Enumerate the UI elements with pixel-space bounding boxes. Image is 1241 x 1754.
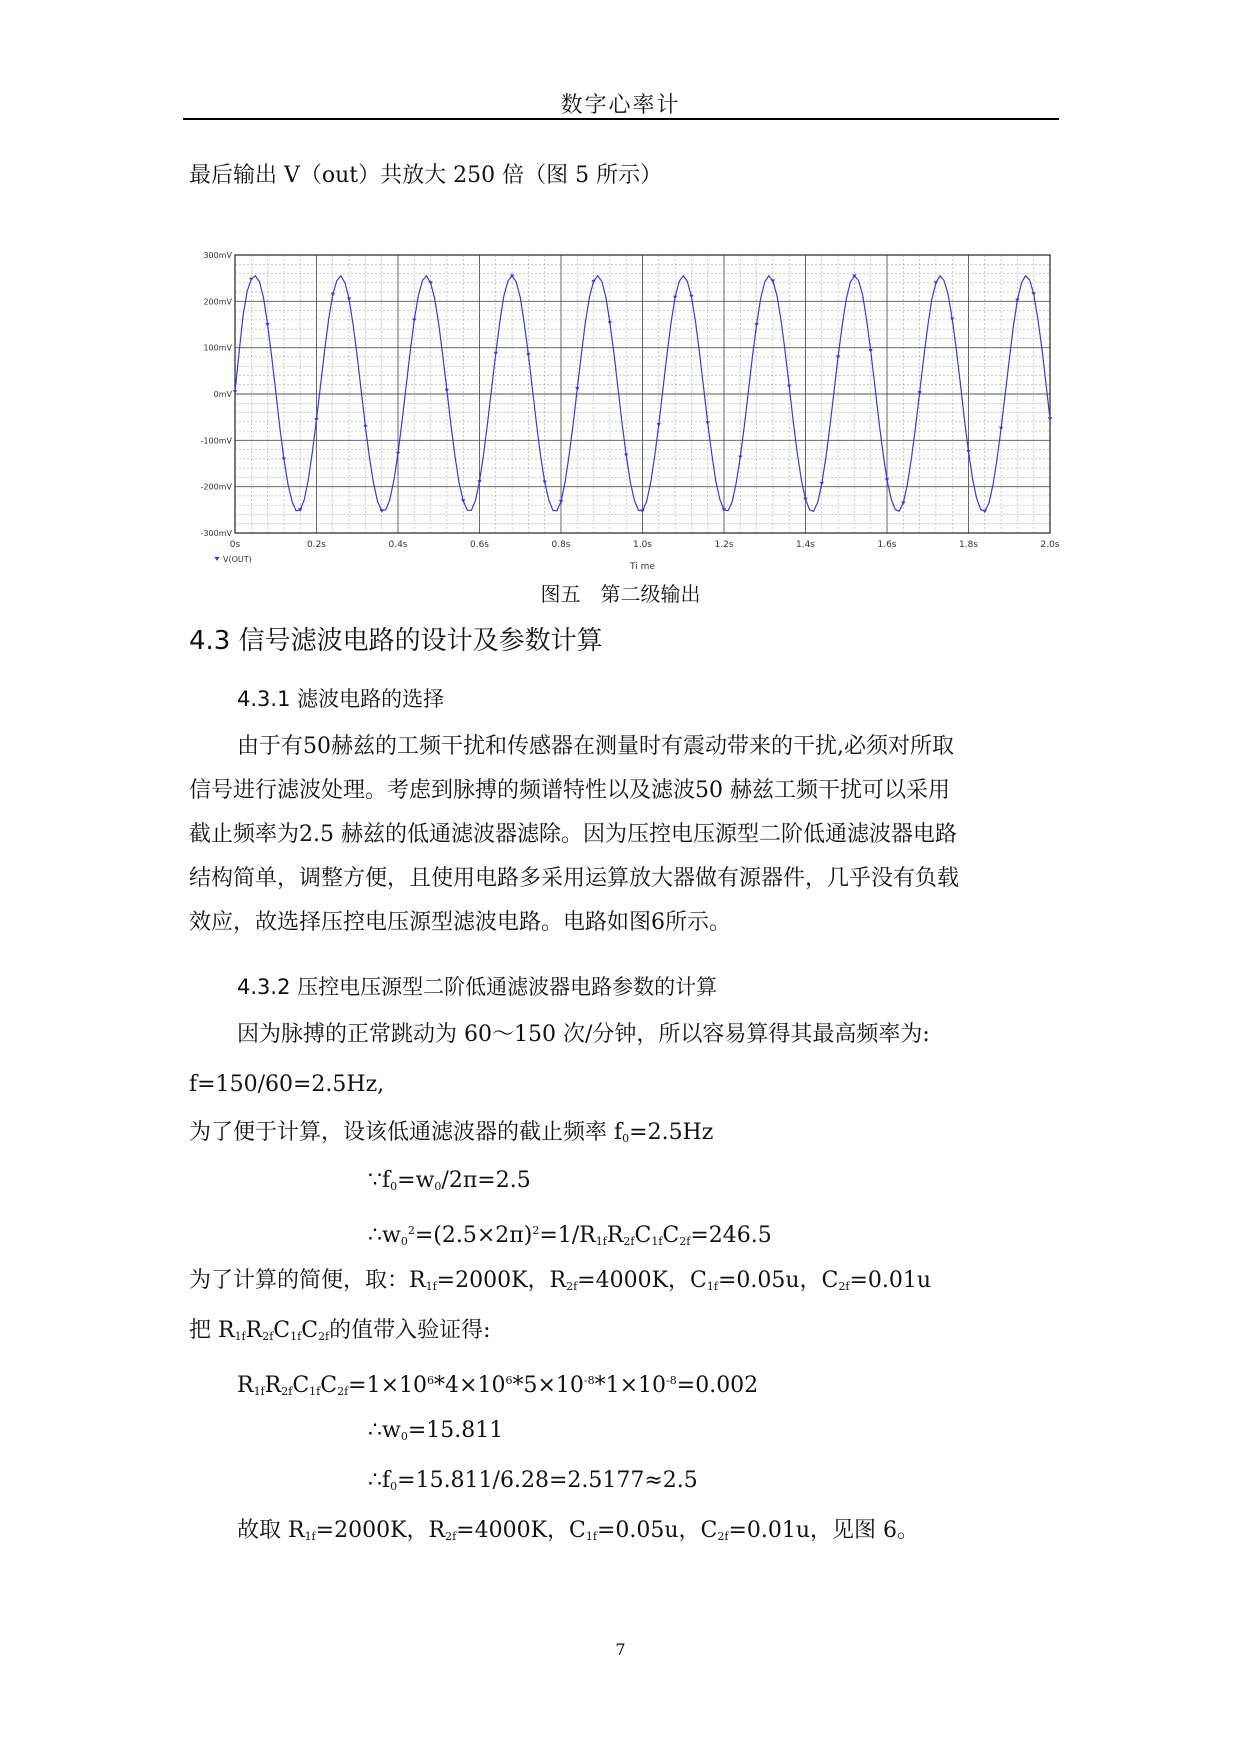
series-marker (771, 279, 775, 283)
running-header: 数字心率计 (560, 93, 681, 118)
equation-5: $\therefore f_0=15.811/6.28=2.5177\approx 2.5$ (368, 1468, 698, 1493)
y-tick-label: -300mV (200, 529, 232, 538)
y-tick-label: 200mV (203, 297, 232, 307)
para1-line2: 信号进行滤波处理。考虑到脉搏的频谱特性以及滤波50 赫兹工频干扰可以采用 (189, 778, 950, 803)
para2-line6: 故取 $R_{1f}=2000K$，$R_{2f}=4000K$，$C_{1f}=0.05u$，$C_{2f}=0.01u$，见图 6。 (237, 1518, 920, 1543)
x-tick-label: 1.8s (958, 540, 979, 550)
x-tick-label: 1.6s (877, 540, 897, 550)
y-tick-label: -200mV (200, 482, 232, 492)
y-tick-label: 100mV (203, 343, 232, 353)
series-marker (445, 389, 449, 393)
x-tick-label: 1.0s (632, 540, 653, 550)
series-marker (983, 510, 987, 514)
series-marker (543, 481, 547, 485)
chart-legend (215, 555, 252, 564)
x-tick-label: 0.2s (306, 540, 327, 550)
series-marker (966, 450, 970, 454)
x-tick-label: 0s (229, 540, 241, 550)
subsection-heading-1: 4.3.1 滤波电路的选择 (237, 687, 445, 711)
series-marker (526, 353, 530, 357)
x-tick-label: 0.4s (388, 540, 408, 550)
series-marker (331, 293, 335, 297)
series-marker (657, 423, 661, 427)
series-marker (934, 281, 938, 285)
para1-line1: 由于有50赫兹的工频干扰和传感器在测量时有震动带来的干扰,必须对所取 (237, 734, 954, 759)
page-number: 7 (615, 1640, 626, 1659)
series-marker (820, 482, 824, 486)
series-marker (673, 296, 677, 300)
series-marker (803, 498, 807, 502)
equation-3: $R_{1f}R_{2f}C_{1f}C_{2f}=1\times 10^6*4\times 10^6*5\times 10^{-8}*1\times 10^{-8}=0.002$ (237, 1373, 759, 1398)
series-marker (559, 500, 563, 504)
series-marker (950, 317, 954, 321)
series-marker (477, 480, 481, 484)
series-marker (754, 323, 758, 327)
intro-line: 最后输出 V（out）共放大 250 倍（图 5 所示） (189, 163, 663, 188)
series-marker (869, 349, 873, 353)
para1-line5: 效应，故选择压控电压源型滤波电路。电路如图6所示。 (189, 910, 731, 935)
legend-marker (215, 557, 220, 561)
series-marker (249, 278, 253, 282)
section-heading: 4.3 信号滤波电路的设计及参数计算 (189, 626, 603, 656)
x-tick-label: 1.4s (795, 540, 816, 550)
series-marker (347, 298, 351, 302)
y-tick-label: 0mV (213, 390, 232, 399)
para2-line5: 把 $R_{1f}R_{2f}C_{1f}C_{2f}$的值带入验证得: (189, 1318, 491, 1343)
x-tick-label: 1.2s (714, 540, 734, 550)
series-marker (836, 355, 840, 359)
series-marker (233, 390, 237, 394)
para2-line2: f=150/60=2.5Hz, (189, 1072, 385, 1097)
equation-1: $\because f_0=w_0/2\pi=2.5$ (368, 1168, 531, 1193)
series-marker (265, 323, 269, 327)
series-marker (624, 454, 628, 458)
series-marker (885, 478, 889, 482)
equation-4: $\therefore w_0=15.811$ (368, 1418, 504, 1443)
para2-line3: 为了便于计算，设该低通滤波器的截止频率 $f_0=2.5Hz$ (189, 1120, 714, 1145)
figure-caption: 图五 第二级输出 (540, 582, 701, 606)
para1-line3: 截止频率为2.5 赫兹的低通滤波器滤除。因为压控电压源型二阶低通滤波器电路 (189, 822, 957, 847)
series-marker (282, 457, 286, 461)
para2-line1: 因为脉搏的正常跳动为 60～150 次/分钟，所以容易算得其最高频率为: (237, 1022, 930, 1047)
series-marker (314, 418, 318, 422)
series-marker (363, 425, 367, 429)
header-rule (183, 118, 1059, 120)
series-marker (608, 321, 612, 325)
series-marker (901, 501, 905, 505)
series-marker (1048, 417, 1052, 421)
series-marker (461, 499, 465, 503)
legend-label: V(OUT) (223, 555, 252, 564)
series-marker (1032, 292, 1036, 296)
series-marker (494, 352, 498, 356)
y-tick-label: -100mV (200, 436, 232, 446)
x-tick-label: 0.8s (551, 540, 571, 550)
para1-line4: 结构简单，调整方便，且使用电路多采用运算放大器做有源器件，几乎没有负载 (189, 866, 960, 891)
waveform-chart (185, 240, 1065, 570)
series-marker (738, 456, 742, 460)
series-marker (575, 387, 579, 391)
para2-line4: 为了计算的简便，取：$R_{1f}=2000K$，$R_{2f}=4000K$，$C_{1f}=0.05u$，$C_{2f}=0.01u$ (189, 1268, 932, 1293)
series-marker (396, 452, 400, 456)
chart-grid (235, 255, 1050, 533)
chart-tick-labels (201, 251, 1060, 550)
x-tick-label: 0.6s (469, 540, 490, 550)
series-marker (689, 295, 693, 299)
subsection-heading-2: 4.3.2 压控电压源型二阶低通滤波器电路参数的计算 (237, 975, 718, 999)
y-tick-label: 300mV (203, 251, 232, 260)
series-marker (787, 385, 791, 389)
series-marker (999, 427, 1003, 431)
equation-2: $\therefore w_0^2=(2.5\times 2\pi)^2=1/R_{1f}R_{2f}C_{1f}C_{2f}=246.5$ (368, 1223, 772, 1248)
x-tick-label: 2.0s (1040, 540, 1060, 550)
chart-x-axis-label: Ti me (630, 562, 655, 570)
series-marker (706, 421, 710, 425)
